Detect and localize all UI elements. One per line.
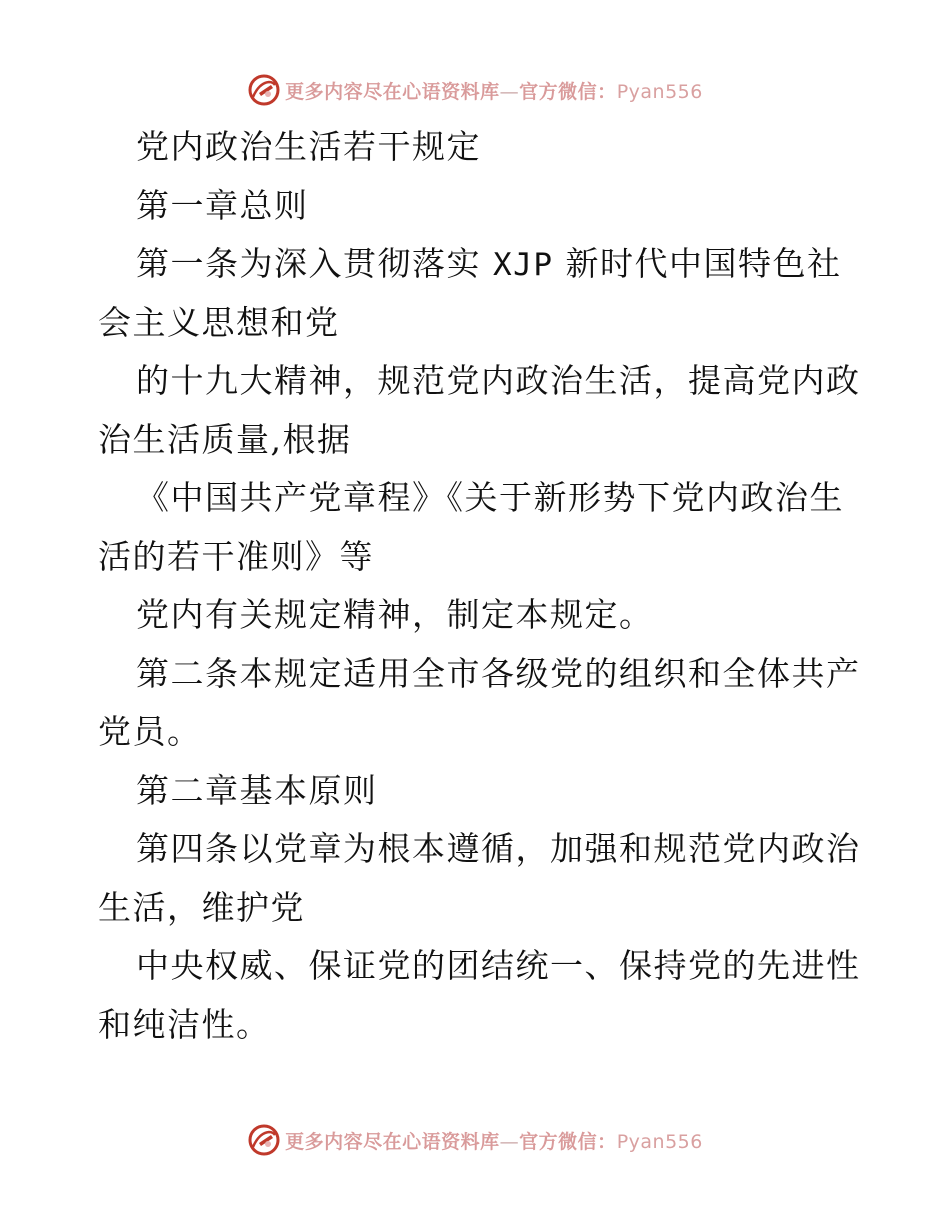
paragraph-line: 和纯洁性。	[98, 1004, 271, 1044]
header-banner-main: 更多内容尽在心语资料库	[285, 80, 500, 103]
writing-hand-logo-icon	[247, 1123, 281, 1157]
document-body	[98, 118, 861, 1054]
paragraph-line: 治生活质量,根据	[98, 419, 352, 459]
paragraph-line: 中央权威、保证党的团结统一、保持党的先进性	[136, 946, 861, 985]
paragraph-line: 活的若干准则》等	[98, 536, 374, 576]
page-footer	[0, 1120, 950, 1160]
footer-banner-text	[285, 1127, 703, 1154]
paragraph-line: 《中国共产党章程》《关于新形势下党内政治生	[136, 478, 844, 517]
paragraph-line: 第二条本规定适用全市各级党的组织和全体共产	[136, 653, 861, 693]
paragraph-line: 第四条以党章为根本遵循，加强和规范党内政治	[136, 829, 861, 868]
paragraph-line: 的十九大精神，规范党内政治生活，提高党内政	[136, 361, 861, 400]
header-banner-tail: 官方微信：	[519, 80, 617, 103]
chapter-2-heading: 第二章基本原则	[136, 770, 378, 810]
paragraph-line: 党内有关规定精神，制定本规定。	[136, 595, 654, 634]
header-banner-text	[285, 77, 703, 104]
paragraph-line: 会主义思想和党	[98, 302, 340, 342]
writing-hand-logo-icon	[247, 73, 281, 107]
doc-title: 党内政治生活若干规定	[136, 127, 481, 166]
footer-banner-main: 更多内容尽在心语资料库	[285, 1130, 500, 1153]
paragraph-text: 第一条为深入贯彻落实	[136, 244, 493, 283]
header-banner-dash: —	[499, 80, 520, 103]
page-header	[0, 70, 950, 110]
footer-banner-id: Pyan556	[616, 1130, 703, 1153]
footer-banner-dash: —	[499, 1130, 520, 1153]
paragraph-text: 新时代中国特色社	[553, 244, 842, 283]
header-banner-id: Pyan556	[616, 80, 703, 103]
header-banner	[247, 73, 703, 107]
paragraph-line	[98, 235, 858, 294]
paragraph-line: 生活，维护党	[98, 887, 305, 927]
chapter-1-heading: 第一章总则	[136, 185, 309, 225]
footer-banner	[247, 1123, 703, 1157]
paragraph-latin-text: XJP	[493, 247, 554, 283]
footer-banner-tail: 官方微信：	[519, 1130, 617, 1153]
paragraph-line: 党员。	[98, 712, 202, 751]
